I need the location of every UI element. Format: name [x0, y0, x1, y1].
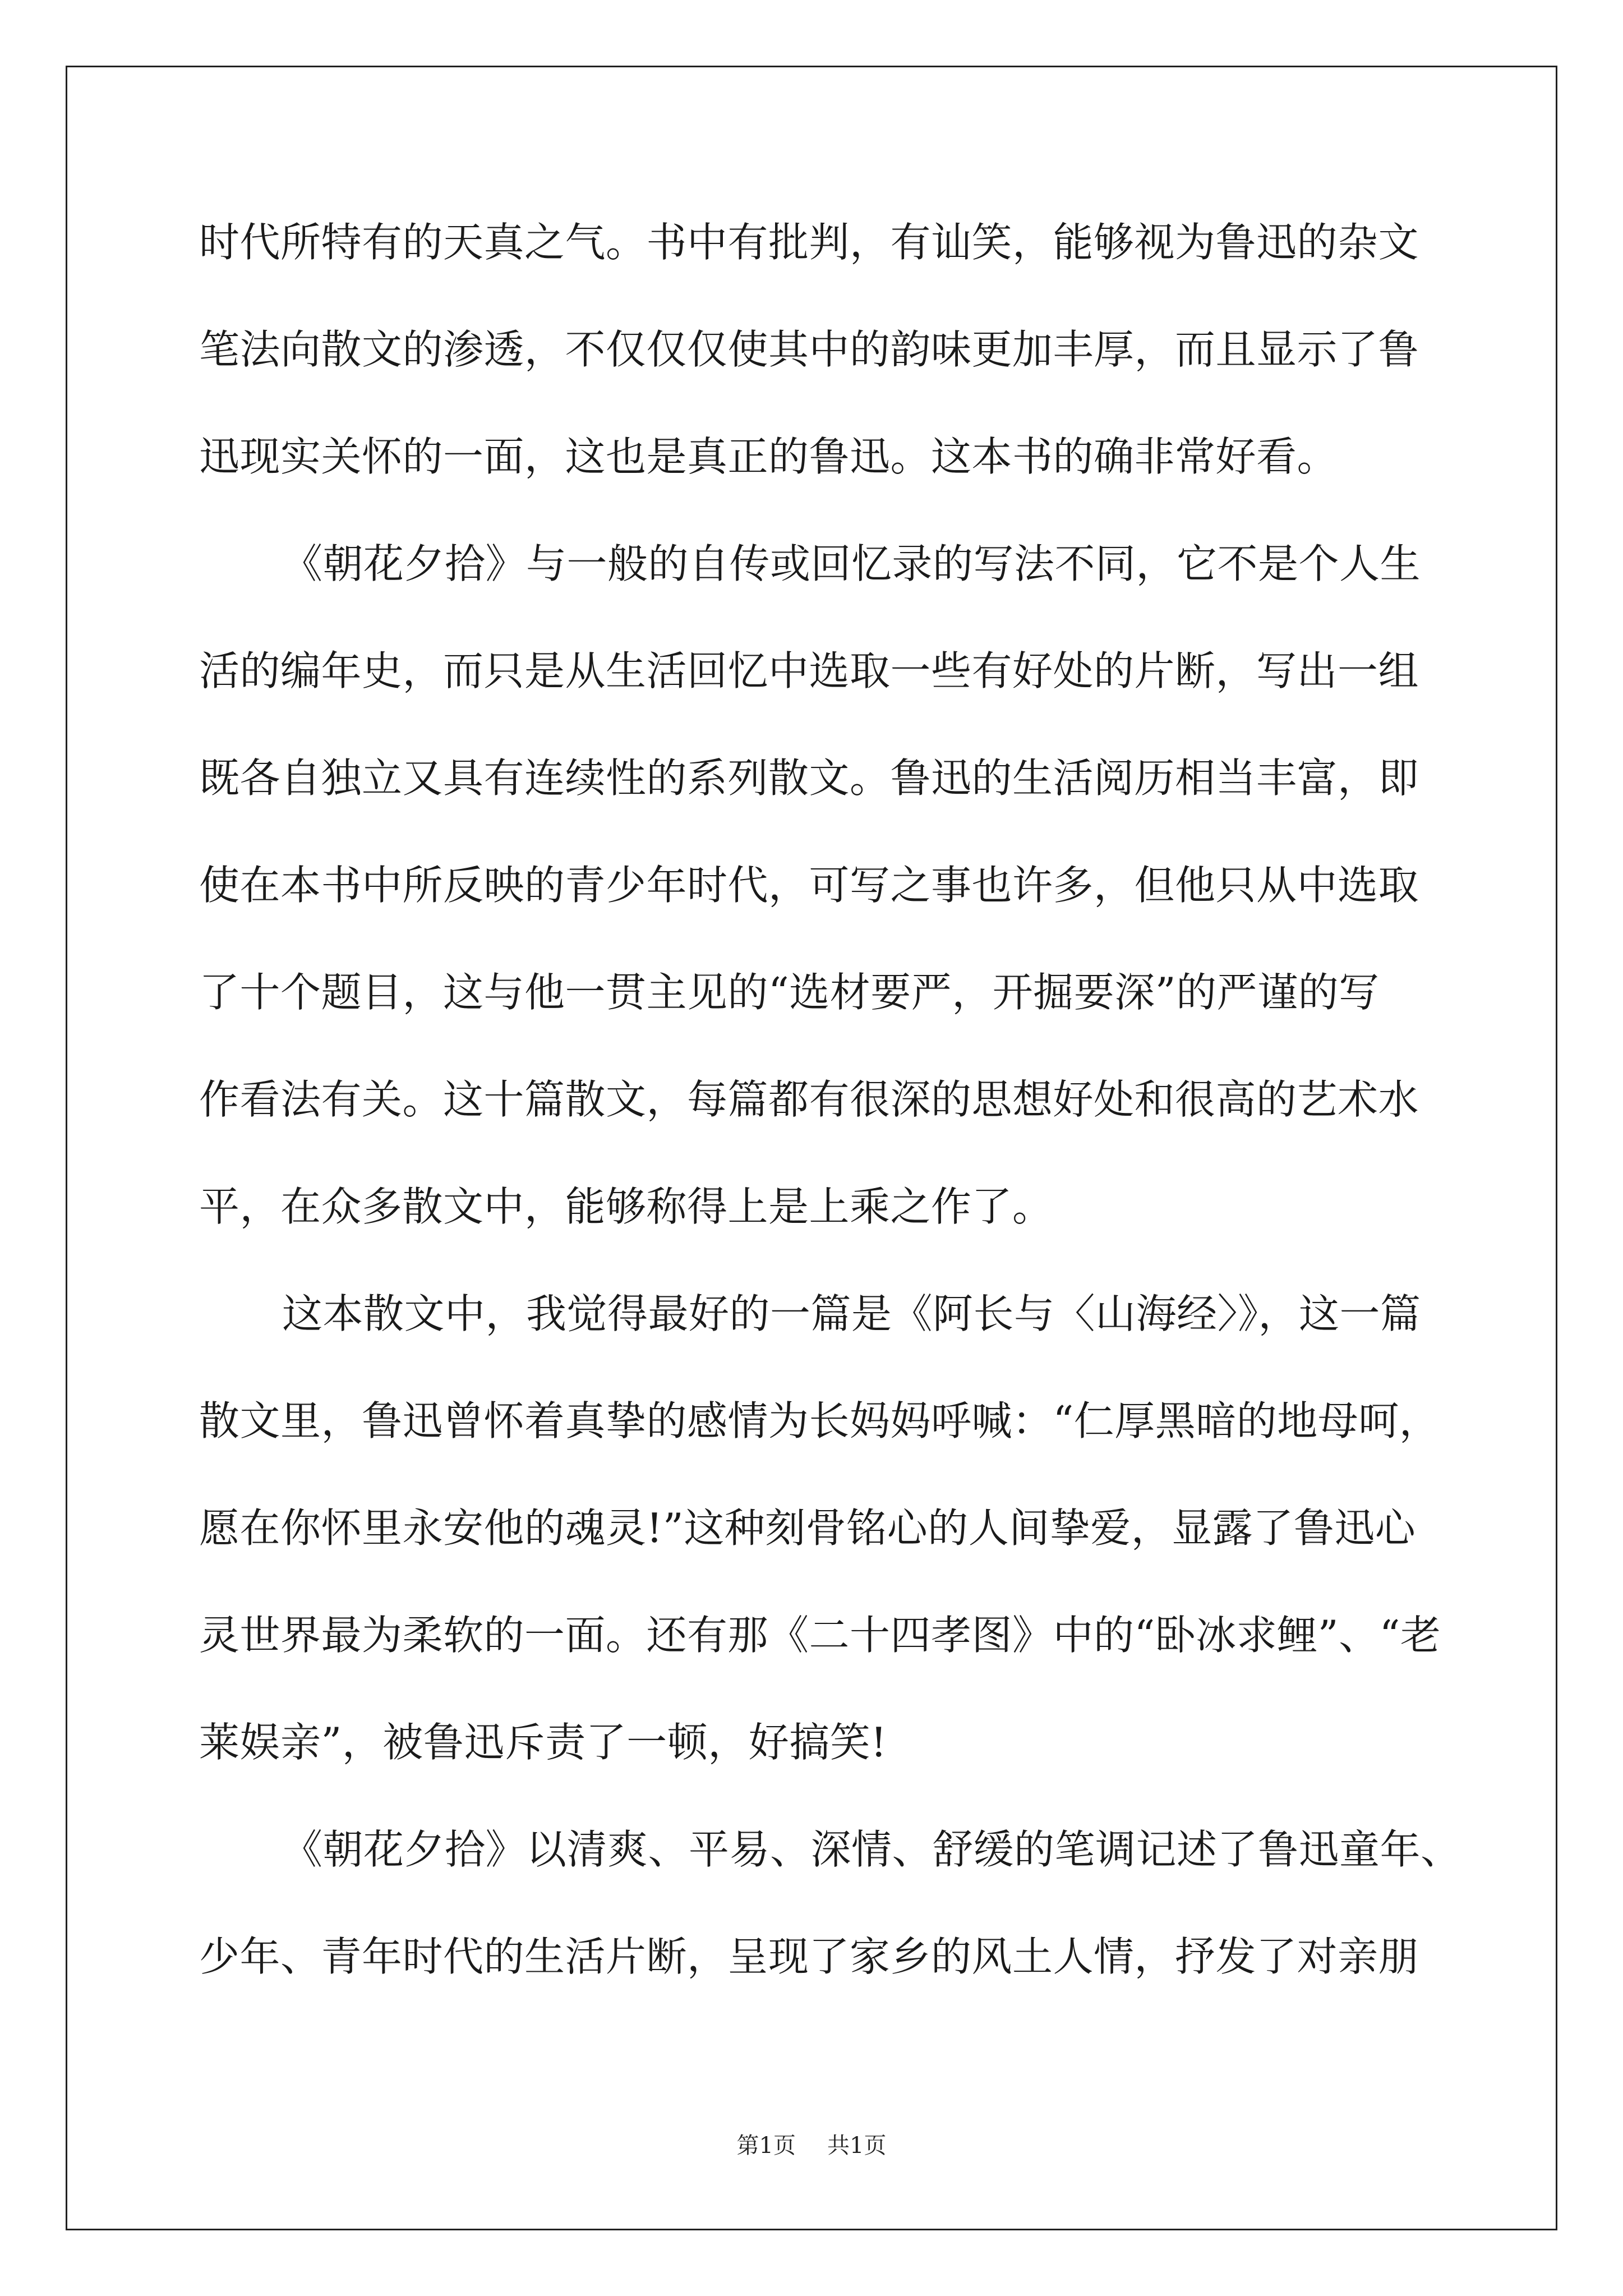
text-line: 少年、青年时代的生活片断，呈现了家乡的风土人情，抒发了对亲朋 [199, 1933, 1419, 1980]
text-line: 既各自独立又具有连续性的系列散文。鲁迅的生活阅历相当丰富，即 [199, 754, 1419, 802]
text-line: 愿在你怀里永安他的魂灵!”这种刻骨铭心的人间挚爱，显露了鲁迅心 [199, 1504, 1416, 1552]
text-line: 了十个题目，这与他一贯主见的“选材要严，开掘要深”的严谨的写 [199, 969, 1380, 1016]
page-footer [0, 2132, 1623, 2160]
page-number: 第1页 [736, 2133, 796, 2159]
document-body [199, 216, 1461, 2037]
paragraph-start-line: 这本散文中，我觉得最好的一篇是《阿长与〈山海经〉》，这一篇 [282, 1290, 1421, 1337]
text-line: 散文里，鲁迅曾怀着真挚的感情为长妈妈呼喊：“仁厚黑暗的地母呵， [199, 1397, 1440, 1444]
text-line: 莱娱亲”，被鲁迅斥责了一顿，好搞笑! [199, 1719, 887, 1766]
text-line: 时代所特有的天真之气。书中有批判，有讪笑，能够视为鲁迅的杂文 [199, 219, 1419, 266]
text-line: 使在本书中所反映的青少年时代，可写之事也许多，但他只从中选取 [199, 862, 1419, 909]
page-total: 共1页 [827, 2133, 887, 2159]
text-line: 笔法向散文的渗透，不仅仅仅使其中的韵味更加丰厚，而且显示了鲁 [199, 326, 1419, 373]
text-line: 平，在众多散文中，能够称得上是上乘之作了。 [199, 1183, 1053, 1230]
text-line: 作看法有关。这十篇散文，每篇都有很深的思想好处和很高的艺术水 [199, 1076, 1419, 1123]
text-line: 活的编年史，而只是从生活回忆中选取一些有好处的片断，写出一组 [199, 647, 1419, 694]
text-line: 灵世界最为柔软的一面。还有那《二十四孝图》中的“卧冰求鲤”、“老 [199, 1612, 1441, 1659]
paragraph-start-line: 《朝花夕拾》以清爽、平易、深情、舒缓的笔调记述了鲁迅童年、 [282, 1826, 1461, 1873]
text-line: 迅现实关怀的一面，这也是真正的鲁迅。这本书的确非常好看。 [199, 433, 1338, 480]
paragraph-start-line: 《朝花夕拾》与一般的自传或回忆录的写法不同，它不是个人生 [282, 540, 1421, 587]
